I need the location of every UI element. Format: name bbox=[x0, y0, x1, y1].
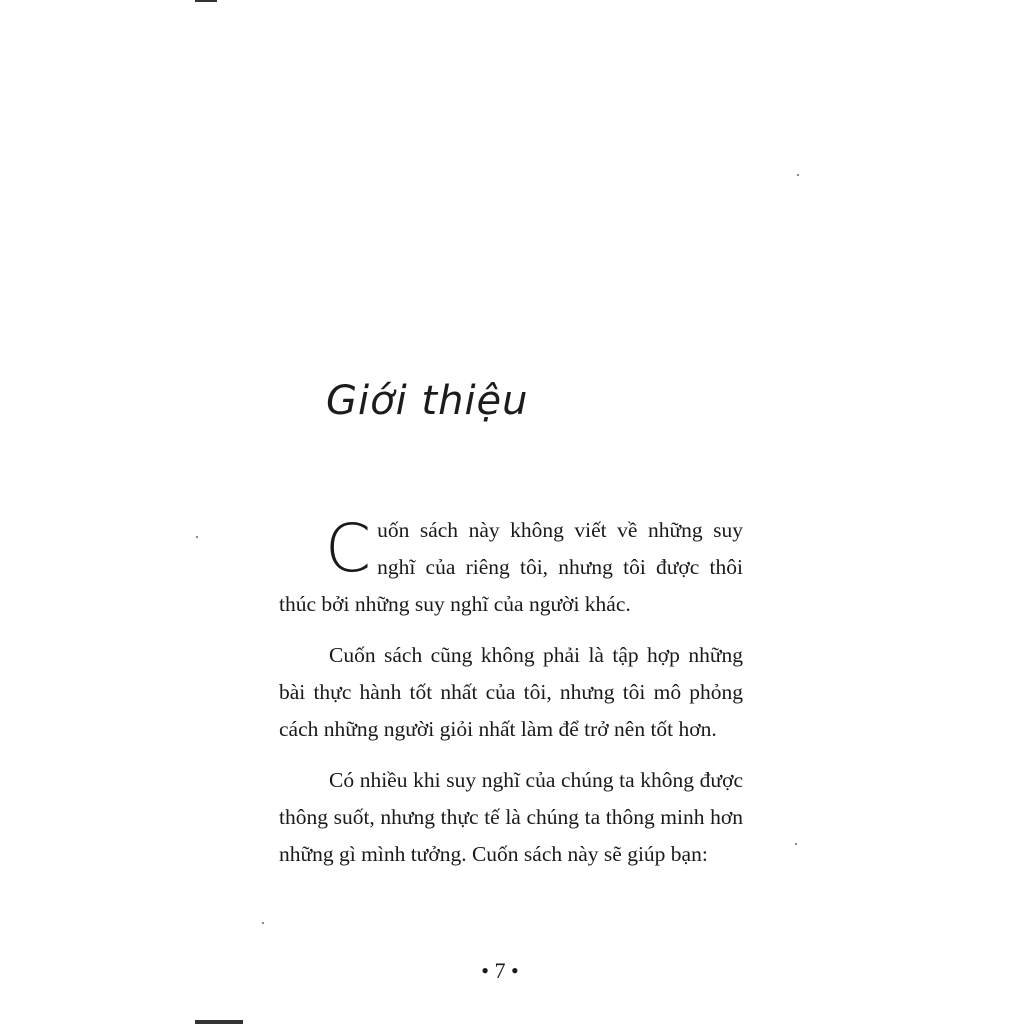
paragraph-2: Cuốn sách cũng không phải là tập hợp những bài thực hành tốt nhất của tôi, nhưng tôi mô phỏng cách những người giỏi nhất làm để trở nên tốt hơn. bbox=[279, 643, 743, 741]
paragraph-1-text: uốn sách này không viết về những suy nghĩ của riêng tôi, nhưng tôi được thôi thúc bởi những suy nghĩ của người khác. bbox=[279, 518, 743, 616]
chapter-title: Giới thiệu bbox=[326, 378, 529, 424]
body-text bbox=[279, 512, 743, 887]
scan-speck bbox=[795, 843, 797, 845]
scan-edge-mark bbox=[195, 1020, 243, 1024]
paragraph-3: Có nhiều khi suy nghĩ của chúng ta không được thông suốt, nhưng thực tế là chúng ta thông minh hơn những gì mình tưởng. Cuốn sách này sẽ giúp bạn: bbox=[279, 768, 743, 866]
paragraph-1 bbox=[279, 512, 743, 623]
scan-speck bbox=[797, 174, 799, 176]
scan-speck bbox=[262, 922, 264, 924]
drop-cap: C bbox=[325, 510, 372, 587]
page-number: • 7 • bbox=[481, 958, 519, 983]
scan-speck bbox=[196, 536, 198, 538]
scan-edge-mark bbox=[195, 0, 217, 2]
